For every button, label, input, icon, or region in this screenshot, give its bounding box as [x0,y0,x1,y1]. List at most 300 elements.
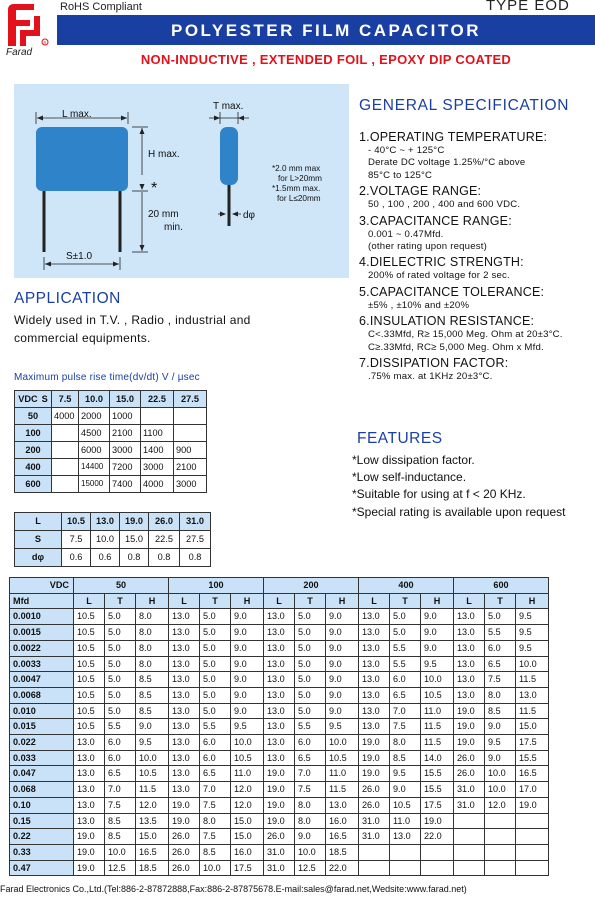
dimension-value-cell: 5.0 [390,625,421,641]
pulse-s-header: 15.0 [110,391,141,408]
t-max-label: T max. [213,101,244,112]
capacitor-body-side [220,127,238,185]
dimension-value-cell [485,829,516,845]
lead-spacing-value: 22.5 [149,531,180,549]
dimension-value-cell: 8.0 [136,656,169,672]
lead-spacing-value: 0.6 [62,549,91,567]
spec-detail: C<.33Mfd, R≥ 15,000 Meg. Ohm at 20±3°C. [368,329,563,341]
dimension-value-cell: 5.0 [295,656,326,672]
dimension-sub-header: L [169,593,200,609]
features-heading: FEATURES [357,430,443,447]
dimension-value-cell: 13.0 [169,640,200,656]
pulse-value-cell: 1100 [141,425,174,442]
dimension-value-cell: 10.0 [295,844,326,860]
dimension-value-cell: 5.0 [295,687,326,703]
dimension-value-cell: 19.0 [264,813,295,829]
dimension-row [10,609,549,625]
dimension-value-cell: 31.0 [454,782,485,798]
dimension-row [10,640,549,656]
dimension-value-cell: 12.5 [105,860,136,876]
dimension-value-cell: 26.0 [264,829,295,845]
dimension-value-cell: 10.5 [74,687,105,703]
lead-spacing-label: S [15,531,62,549]
dimension-value-cell: 13.0 [359,640,390,656]
dimension-value-cell [454,829,485,845]
spec-heading-2: 2.VOLTAGE RANGE: [359,184,482,199]
features-list [352,452,595,521]
dimension-value-cell [421,860,454,876]
dimension-value-cell: 5.0 [485,609,516,625]
mfd-cell: 0.22 [10,829,74,845]
dimension-value-cell: 5.0 [105,687,136,703]
spec-heading-3: 3.CAPACITANCE RANGE: [359,213,512,228]
dimension-value-cell: 9.0 [326,672,359,688]
dimension-value-cell: 8.5 [136,687,169,703]
mfd-cell: 0.0068 [10,687,74,703]
lead-spacing-table [14,512,211,567]
spec-detail: - 40°C ~ + 125°C [368,145,445,156]
dimension-value-cell: 9.5 [485,735,516,751]
dimension-value-cell: 9.5 [390,766,421,782]
dimension-value-cell: 9.0 [231,625,264,641]
lead-spacing-value: 10.0 [91,531,120,549]
pulse-row [15,425,207,442]
lead-spacing-value: 31.0 [180,513,211,531]
dimension-value-cell: 5.5 [200,719,231,735]
mfd-cell: 0.10 [10,797,74,813]
mfd-cell: 0.0022 [10,640,74,656]
dimension-row [10,656,549,672]
dimension-sub-header: H [516,593,549,609]
dimension-value-cell: 9.0 [295,829,326,845]
dimension-value-cell: 13.0 [169,703,200,719]
pulse-corner-cell [15,391,52,408]
page-title: POLYESTER FILM CAPACITOR [57,15,595,45]
pulse-value-cell: 6000 [79,442,110,459]
dimension-row [10,719,549,735]
feature-item: *Low self-inductance. [352,470,467,485]
dimension-value-cell: 10.5 [390,797,421,813]
dimension-value-cell: 9.0 [231,609,264,625]
dimension-value-cell: 13.0 [516,687,549,703]
pulse-row [15,476,207,493]
dimension-value-cell: 5.5 [390,640,421,656]
application-text [14,311,314,347]
dimension-value-cell: 26.0 [169,844,200,860]
dimension-value-cell: 5.0 [105,609,136,625]
mfd-cell: 0.33 [10,844,74,860]
dimension-value-cell: 10.0 [231,735,264,751]
voltage-header: 50 [74,578,169,594]
dimension-value-cell: 19.0 [516,797,549,813]
dimension-value-cell: 13.0 [169,656,200,672]
dimension-value-cell: 13.0 [169,672,200,688]
dimension-value-cell: 13.0 [454,656,485,672]
mfd-cell: 0.0015 [10,625,74,641]
dimension-value-cell: 5.5 [105,719,136,735]
pulse-vdc-cell: 400 [15,459,52,476]
dimension-value-cell: 10.5 [74,703,105,719]
mfd-cell: 0.068 [10,782,74,798]
dimension-value-cell: 9.0 [326,687,359,703]
dimension-value-cell: 13.0 [454,687,485,703]
dimension-value-cell: 7.5 [200,797,231,813]
pulse-value-cell: 2100 [110,425,141,442]
dimension-value-cell [390,860,421,876]
dimension-value-cell: 5.0 [200,687,231,703]
star-mark: * [151,180,158,197]
dimension-value-cell: 5.5 [295,719,326,735]
lead-spacing-row [15,549,211,567]
dimension-value-cell [359,844,390,860]
dimension-value-cell: 13.0 [359,625,390,641]
dimension-value-cell: 5.0 [200,640,231,656]
dimension-value-cell: 5.0 [200,609,231,625]
dimension-value-cell: 9.0 [326,625,359,641]
dimension-value-cell: 9.0 [136,719,169,735]
dimension-value-cell: 13.0 [454,609,485,625]
dimension-value-cell: 10.0 [421,672,454,688]
dimension-value-cell: 5.0 [390,609,421,625]
dimension-row [10,766,549,782]
dimension-sub-header: T [295,593,326,609]
dimension-value-cell: 7.0 [105,782,136,798]
dimension-value-cell [454,813,485,829]
pulse-value-cell [52,442,79,459]
dimension-value-cell: 10.0 [516,656,549,672]
dimension-value-cell: 10.5 [421,687,454,703]
spec-detail: .75% max. at 1KHz 20±3°C. [368,371,493,383]
dimension-value-cell: 11.5 [136,782,169,798]
pulse-value-cell: 3000 [174,476,207,493]
dimension-value-cell: 10.0 [326,735,359,751]
pulse-s-header: 27.5 [174,391,207,408]
spec-heading-6: 6.INSULATION RESISTANCE: [359,314,535,329]
dimension-value-cell: 7.0 [295,766,326,782]
dimension-value-cell [516,860,549,876]
dimension-row [10,687,549,703]
dimension-value-cell: 7.0 [390,703,421,719]
mfd-cell: 0.015 [10,719,74,735]
spec-heading-5: 5.CAPACITANCE TOLERANCE: [359,284,545,299]
lead-spacing-value: 0.8 [120,549,149,567]
dimension-value-cell: 5.0 [105,703,136,719]
page-subtitle: NON-INDUCTIVE , EXTENDED FOIL , EPOXY DIP COATED [140,52,512,67]
pulse-header-row [15,391,207,408]
dimension-row [10,797,549,813]
application-line-1: Widely used in T.V. , Radio , industrial and [14,313,251,327]
dimension-value-cell: 6.0 [295,735,326,751]
dimension-value-cell [516,813,549,829]
lead-spacing-value: 19.0 [120,513,149,531]
dimension-row [10,625,549,641]
dimension-value-cell: 13.0 [264,609,295,625]
pulse-table-title: Maximum pulse rise time(dv/dt) V / μsec [14,372,200,383]
dimension-value-cell: 13.0 [264,672,295,688]
pulse-value-cell: 3000 [141,459,174,476]
dimension-value-cell: 26.0 [359,782,390,798]
lead-spacing-label: dφ [15,549,62,567]
dimension-value-cell: 13.0 [390,829,421,845]
voltage-header: 100 [169,578,264,594]
spec-detail: (other rating upon request) [368,241,487,253]
dimension-voltage-row [10,578,549,594]
dimension-value-cell: 26.0 [454,750,485,766]
dimension-value-cell: 9.5 [516,625,549,641]
mfd-cell: 0.15 [10,813,74,829]
dimension-value-cell: 10.5 [74,656,105,672]
dimension-value-cell: 9.0 [485,750,516,766]
dimension-value-cell: 31.0 [359,813,390,829]
lead-spacing-value: 0.8 [180,549,211,567]
dimension-sub-header: L [454,593,485,609]
dimension-value-cell: 9.0 [326,609,359,625]
dimension-value-cell: 10.5 [74,609,105,625]
capacitor-dimension-drawing [14,84,349,278]
dimension-value-cell: 31.0 [264,844,295,860]
dimension-value-cell [485,813,516,829]
pulse-value-cell [52,459,79,476]
lead-spacing-value: 13.0 [91,513,120,531]
spec-detail: 50 , 100 , 200 , 400 and 600 VDC. [368,199,521,211]
dimension-value-cell: 8.5 [200,844,231,860]
dimension-value-cell: 8.5 [390,750,421,766]
pulse-value-cell [52,425,79,442]
pulse-vdc-cell: 600 [15,476,52,493]
dimension-sub-header: T [485,593,516,609]
mfd-cell: 0.0010 [10,609,74,625]
spec-detail: 0.001 ~ 0.47Mfd. [368,228,444,240]
dimension-sub-header: H [326,593,359,609]
dimension-value-cell: 9.0 [231,703,264,719]
pulse-value-cell: 7200 [110,459,141,476]
voltage-header: 600 [454,578,549,594]
dimension-sub-header: H [136,593,169,609]
dimension-value-cell: 13.0 [454,625,485,641]
dimension-value-cell: 13.5 [136,813,169,829]
dimension-value-cell: 7.5 [105,797,136,813]
dimension-value-cell: 8.5 [136,703,169,719]
dimension-value-cell: 6.0 [485,640,516,656]
dimension-row [10,750,549,766]
dimension-value-cell: 13.0 [169,719,200,735]
dimension-value-cell [516,829,549,845]
dimension-value-cell: 12.0 [485,797,516,813]
dimension-value-cell: 19.0 [454,719,485,735]
dimension-value-cell: 13.0 [326,797,359,813]
dimension-row [10,844,549,860]
dimension-value-cell: 11.5 [421,735,454,751]
dimension-value-cell: 15.0 [231,829,264,845]
feature-item: *Suitable for using at f < 20 KHz. [352,487,526,502]
dimension-value-cell: 15.5 [516,750,549,766]
dimension-drawing-panel [14,84,349,278]
dimension-value-cell: 14.0 [421,750,454,766]
dimension-value-cell: 10.5 [74,719,105,735]
dimension-value-cell: 13.0 [359,672,390,688]
lead-spacing-row [15,513,211,531]
pulse-vdc-cell: 50 [15,408,52,425]
dimension-value-cell: 12.0 [231,782,264,798]
dimension-sub-header: H [421,593,454,609]
pulse-s-header: 22.5 [141,391,174,408]
svg-text:R: R [43,40,47,45]
dimension-value-cell [516,844,549,860]
pulse-value-cell: 1000 [110,408,141,425]
dimension-value-cell: 13.0 [264,719,295,735]
pulse-rise-table [14,390,207,493]
dimension-value-cell: 9.0 [231,656,264,672]
dimension-value-cell: 6.0 [390,672,421,688]
pulse-value-cell: 3000 [110,442,141,459]
dimension-value-cell: 7.5 [200,829,231,845]
dimension-value-cell: 13.0 [454,672,485,688]
spacing-label: S±1.0 [66,251,93,262]
dimension-value-cell: 26.0 [454,766,485,782]
dimension-value-cell: 8.5 [105,829,136,845]
dimension-value-cell: 11.0 [231,766,264,782]
dimension-value-cell: 9.5 [516,640,549,656]
lead-spacing-value: 7.5 [62,531,91,549]
dimension-value-cell: 8.0 [295,813,326,829]
dimension-value-cell: 5.0 [295,703,326,719]
dimension-value-cell: 13.0 [264,703,295,719]
rohs-label: RoHS Compliant [60,1,142,13]
dimension-value-cell: 11.0 [326,766,359,782]
dimension-value-cell: 10.5 [136,766,169,782]
note-line-1: *2.0 mm max [272,164,321,173]
lead-spacing-value: 26.0 [149,513,180,531]
spec-detail: 85°C to 125°C [368,169,433,181]
dimension-value-cell: 19.0 [169,797,200,813]
pulse-row [15,442,207,459]
pulse-value-cell: 4000 [141,476,174,493]
pulse-value-cell [141,408,174,425]
spec-detail: Derate DC voltage 1.25%/°C above [368,157,526,169]
pulse-value-cell: 15000 [79,476,110,493]
pulse-value-cell: 4000 [52,408,79,425]
dimension-sub-header: T [105,593,136,609]
dimension-value-cell: 19.0 [454,735,485,751]
dimension-value-cell: 16.5 [516,766,549,782]
dimension-value-cell: 9.0 [390,782,421,798]
voltage-header: 400 [359,578,454,594]
pulse-value-cell: 7400 [110,476,141,493]
dimension-value-cell: 9.5 [421,656,454,672]
pulse-row [15,459,207,476]
dimension-value-cell: 13.0 [169,625,200,641]
dimension-value-cell [390,844,421,860]
dimension-value-cell: 19.0 [169,813,200,829]
dimension-value-cell: 13.0 [264,687,295,703]
dimension-value-cell: 17.5 [421,797,454,813]
dimension-value-cell: 6.0 [105,735,136,751]
dimension-value-cell: 9.0 [421,609,454,625]
dimension-value-cell: 9.0 [485,719,516,735]
dimension-value-cell: 7.5 [295,782,326,798]
dimension-value-cell: 12.0 [231,797,264,813]
dimension-value-cell: 5.0 [105,640,136,656]
lead-length-label: 20 mm [148,209,179,220]
dimension-row [10,860,549,876]
dimension-value-cell: 19.0 [74,860,105,876]
dimension-value-cell: 15.5 [421,766,454,782]
dimension-value-cell: 8.5 [136,672,169,688]
application-heading: APPLICATION [14,290,121,307]
brand-name: Farad [6,47,33,58]
dimension-sub-header: T [200,593,231,609]
general-spec-list [359,129,595,383]
dimension-value-cell: 9.0 [231,687,264,703]
mfd-cell: 0.0047 [10,672,74,688]
lead-spacing-row [15,531,211,549]
pulse-row [15,408,207,425]
dimension-value-cell: 8.0 [295,797,326,813]
pulse-value-cell: 14400 [79,459,110,476]
dimension-value-cell: 13.0 [169,766,200,782]
dimension-value-cell: 5.0 [295,640,326,656]
mfd-cell: 0.033 [10,750,74,766]
dimension-value-cell [485,844,516,860]
lead-length-min-label: min. [164,222,183,233]
mfd-cell: 0.022 [10,735,74,751]
spec-detail: ±5% , ±10% and ±20% [368,299,470,311]
dimension-value-cell: 13.0 [74,813,105,829]
dimension-value-cell: 13.0 [264,625,295,641]
lead-spacing-value: 0.6 [91,549,120,567]
dimension-value-cell: 6.5 [200,766,231,782]
dimension-table [9,577,549,876]
dimension-value-cell: 9.0 [231,672,264,688]
dimension-value-cell: 13.0 [359,703,390,719]
dimension-value-cell: 9.0 [421,625,454,641]
dimension-sub-header: H [231,593,264,609]
dimension-value-cell: 18.5 [136,860,169,876]
mfd-cell: 0.010 [10,703,74,719]
dimension-value-cell: 11.5 [516,703,549,719]
dimension-value-cell: 19.0 [264,766,295,782]
pulse-vdc-cell: 100 [15,425,52,442]
farad-logo [4,2,52,48]
dimension-value-cell [454,844,485,860]
dimension-value-cell: 13.0 [359,609,390,625]
dimension-value-cell: 13.0 [264,735,295,751]
dimension-value-cell: 5.0 [200,703,231,719]
dimension-value-cell: 13.0 [169,782,200,798]
dimension-value-cell: 17.5 [516,735,549,751]
dimension-value-cell: 13.0 [454,640,485,656]
dimension-value-cell: 15.5 [421,782,454,798]
application-line-2: commercial equipments. [14,331,151,345]
dimension-value-cell: 9.5 [136,735,169,751]
dimension-value-cell: 13.0 [169,735,200,751]
dimension-value-cell: 13.0 [169,687,200,703]
dimension-row [10,782,549,798]
dimension-value-cell: 10.5 [326,750,359,766]
dimension-value-cell: 13.0 [74,766,105,782]
dimension-value-cell: 5.0 [200,672,231,688]
dimension-value-cell: 6.5 [295,750,326,766]
spec-detail: 200% of rated voltage for 2 sec. [368,270,510,282]
pulse-value-cell: 900 [174,442,207,459]
dimension-value-cell: 13.0 [169,609,200,625]
dimension-value-cell: 17.5 [231,860,264,876]
dimension-value-cell: 16.0 [326,813,359,829]
dimension-value-cell: 31.0 [454,797,485,813]
dimension-value-cell: 15.0 [516,719,549,735]
dimension-value-cell: 10.0 [485,782,516,798]
dimension-value-cell: 9.0 [231,640,264,656]
